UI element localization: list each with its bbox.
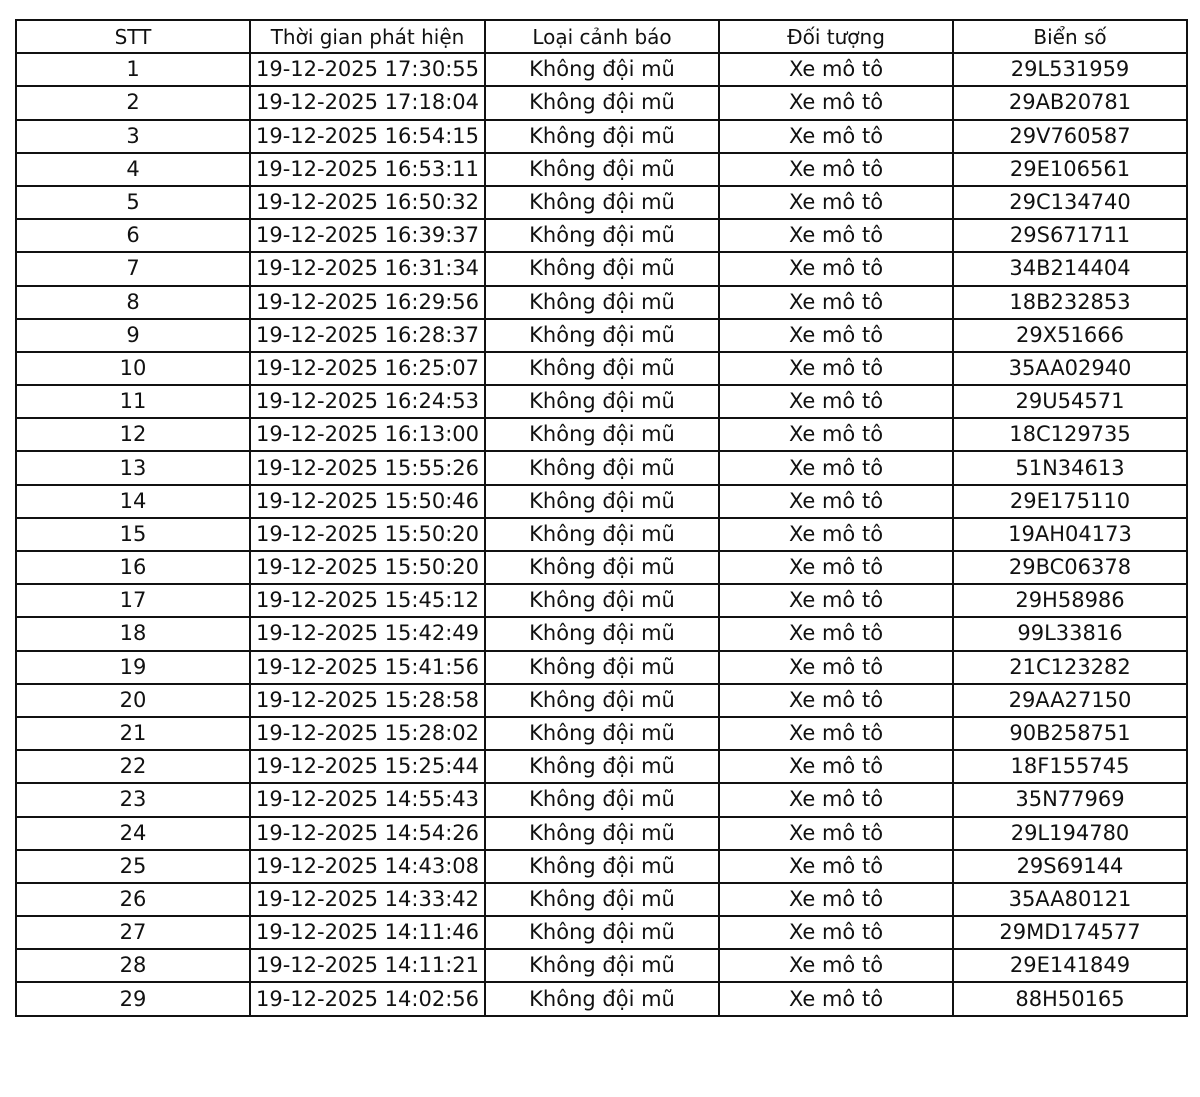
cell-object: Xe mô tô — [719, 916, 953, 949]
cell-stt: 23 — [16, 783, 250, 816]
table-row — [16, 86, 1187, 119]
cell-warning-type: Không đội mũ — [485, 352, 719, 385]
cell-warning-type: Không đội mũ — [485, 252, 719, 285]
table-row — [16, 451, 1187, 484]
cell-object: Xe mô tô — [719, 451, 953, 484]
table-row — [16, 617, 1187, 650]
violations-table — [15, 19, 1188, 1017]
cell-warning-type: Không đội mũ — [485, 485, 719, 518]
cell-object: Xe mô tô — [719, 319, 953, 352]
cell-stt: 8 — [16, 286, 250, 319]
cell-license-plate: 18C129735 — [953, 418, 1187, 451]
table-row — [16, 319, 1187, 352]
cell-license-plate: 29S69144 — [953, 850, 1187, 883]
cell-license-plate: 29BC06378 — [953, 551, 1187, 584]
cell-detection-time: 19-12-2025 14:55:43 — [250, 783, 485, 816]
cell-detection-time: 19-12-2025 16:25:07 — [250, 352, 485, 385]
cell-detection-time: 19-12-2025 16:50:32 — [250, 186, 485, 219]
cell-license-plate: 29E141849 — [953, 949, 1187, 982]
cell-stt: 20 — [16, 684, 250, 717]
table-row — [16, 252, 1187, 285]
cell-license-plate: 29L194780 — [953, 817, 1187, 850]
header-license-plate: Biển số — [953, 20, 1187, 53]
cell-object: Xe mô tô — [719, 684, 953, 717]
header-object: Đối tượng — [719, 20, 953, 53]
header-detection-time: Thời gian phát hiện — [250, 20, 485, 53]
cell-license-plate: 29MD174577 — [953, 916, 1187, 949]
cell-license-plate: 29H58986 — [953, 584, 1187, 617]
cell-object: Xe mô tô — [719, 186, 953, 219]
cell-stt: 13 — [16, 451, 250, 484]
cell-stt: 28 — [16, 949, 250, 982]
cell-stt: 10 — [16, 352, 250, 385]
cell-object: Xe mô tô — [719, 219, 953, 252]
cell-warning-type: Không đội mũ — [485, 86, 719, 119]
cell-stt: 24 — [16, 817, 250, 850]
cell-warning-type: Không đội mũ — [485, 518, 719, 551]
cell-object: Xe mô tô — [719, 385, 953, 418]
table-row — [16, 584, 1187, 617]
cell-detection-time: 19-12-2025 15:25:44 — [250, 750, 485, 783]
table-row — [16, 949, 1187, 982]
cell-detection-time: 19-12-2025 17:18:04 — [250, 86, 485, 119]
cell-detection-time: 19-12-2025 16:53:11 — [250, 153, 485, 186]
cell-stt: 19 — [16, 651, 250, 684]
cell-warning-type: Không đội mũ — [485, 982, 719, 1015]
cell-stt: 6 — [16, 219, 250, 252]
cell-warning-type: Không đội mũ — [485, 850, 719, 883]
cell-warning-type: Không đội mũ — [485, 153, 719, 186]
cell-detection-time: 19-12-2025 16:39:37 — [250, 219, 485, 252]
cell-stt: 25 — [16, 850, 250, 883]
cell-warning-type: Không đội mũ — [485, 584, 719, 617]
cell-stt: 1 — [16, 53, 250, 86]
cell-stt: 21 — [16, 717, 250, 750]
cell-detection-time: 19-12-2025 15:28:02 — [250, 717, 485, 750]
cell-detection-time: 19-12-2025 14:33:42 — [250, 883, 485, 916]
cell-license-plate: 29E175110 — [953, 485, 1187, 518]
cell-detection-time: 19-12-2025 16:54:15 — [250, 120, 485, 153]
cell-detection-time: 19-12-2025 15:41:56 — [250, 651, 485, 684]
cell-warning-type: Không đội mũ — [485, 319, 719, 352]
cell-warning-type: Không đội mũ — [485, 186, 719, 219]
cell-warning-type: Không đội mũ — [485, 949, 719, 982]
table-row — [16, 817, 1187, 850]
cell-object: Xe mô tô — [719, 651, 953, 684]
cell-stt: 7 — [16, 252, 250, 285]
cell-warning-type: Không đội mũ — [485, 418, 719, 451]
cell-warning-type: Không đội mũ — [485, 120, 719, 153]
cell-object: Xe mô tô — [719, 750, 953, 783]
cell-warning-type: Không đội mũ — [485, 883, 719, 916]
cell-warning-type: Không đội mũ — [485, 684, 719, 717]
cell-detection-time: 19-12-2025 16:29:56 — [250, 286, 485, 319]
cell-detection-time: 19-12-2025 15:50:20 — [250, 518, 485, 551]
cell-license-plate: 35AA80121 — [953, 883, 1187, 916]
table-row — [16, 750, 1187, 783]
cell-stt: 14 — [16, 485, 250, 518]
cell-object: Xe mô tô — [719, 352, 953, 385]
cell-warning-type: Không đội mũ — [485, 916, 719, 949]
table-row — [16, 717, 1187, 750]
cell-warning-type: Không đội mũ — [485, 817, 719, 850]
table-row — [16, 219, 1187, 252]
cell-detection-time: 19-12-2025 15:55:26 — [250, 451, 485, 484]
cell-license-plate: 34B214404 — [953, 252, 1187, 285]
cell-object: Xe mô tô — [719, 120, 953, 153]
cell-license-plate: 90B258751 — [953, 717, 1187, 750]
cell-object: Xe mô tô — [719, 286, 953, 319]
cell-license-plate: 88H50165 — [953, 982, 1187, 1015]
table-row — [16, 916, 1187, 949]
cell-object: Xe mô tô — [719, 883, 953, 916]
cell-license-plate: 35N77969 — [953, 783, 1187, 816]
cell-stt: 11 — [16, 385, 250, 418]
cell-detection-time: 19-12-2025 15:28:58 — [250, 684, 485, 717]
table-row — [16, 53, 1187, 86]
table-row — [16, 651, 1187, 684]
cell-detection-time: 19-12-2025 15:50:46 — [250, 485, 485, 518]
table-row — [16, 286, 1187, 319]
cell-license-plate: 29L531959 — [953, 53, 1187, 86]
table-row — [16, 153, 1187, 186]
cell-warning-type: Không đội mũ — [485, 750, 719, 783]
cell-license-plate: 51N34613 — [953, 451, 1187, 484]
cell-object: Xe mô tô — [719, 252, 953, 285]
cell-stt: 17 — [16, 584, 250, 617]
cell-object: Xe mô tô — [719, 783, 953, 816]
cell-stt: 18 — [16, 617, 250, 650]
table-row — [16, 684, 1187, 717]
cell-license-plate: 29V760587 — [953, 120, 1187, 153]
table-row — [16, 850, 1187, 883]
cell-object: Xe mô tô — [719, 982, 953, 1015]
cell-detection-time: 19-12-2025 16:13:00 — [250, 418, 485, 451]
cell-warning-type: Không đội mũ — [485, 219, 719, 252]
table-row — [16, 883, 1187, 916]
table-row — [16, 485, 1187, 518]
cell-stt: 12 — [16, 418, 250, 451]
cell-object: Xe mô tô — [719, 617, 953, 650]
cell-license-plate: 29X51666 — [953, 319, 1187, 352]
cell-object: Xe mô tô — [719, 153, 953, 186]
table-row — [16, 982, 1187, 1015]
cell-detection-time: 19-12-2025 16:28:37 — [250, 319, 485, 352]
cell-warning-type: Không đội mũ — [485, 286, 719, 319]
cell-detection-time: 19-12-2025 14:02:56 — [250, 982, 485, 1015]
cell-detection-time: 19-12-2025 17:30:55 — [250, 53, 485, 86]
cell-detection-time: 19-12-2025 15:45:12 — [250, 584, 485, 617]
cell-stt: 5 — [16, 186, 250, 219]
cell-license-plate: 99L33816 — [953, 617, 1187, 650]
table-row — [16, 551, 1187, 584]
cell-license-plate: 29U54571 — [953, 385, 1187, 418]
cell-object: Xe mô tô — [719, 584, 953, 617]
cell-warning-type: Không đội mũ — [485, 551, 719, 584]
cell-object: Xe mô tô — [719, 485, 953, 518]
table-row — [16, 518, 1187, 551]
cell-detection-time: 19-12-2025 16:31:34 — [250, 252, 485, 285]
cell-detection-time: 19-12-2025 14:11:21 — [250, 949, 485, 982]
cell-license-plate: 35AA02940 — [953, 352, 1187, 385]
cell-object: Xe mô tô — [719, 717, 953, 750]
cell-stt: 29 — [16, 982, 250, 1015]
cell-stt: 27 — [16, 916, 250, 949]
cell-object: Xe mô tô — [719, 418, 953, 451]
cell-license-plate: 18F155745 — [953, 750, 1187, 783]
cell-warning-type: Không đội mũ — [485, 617, 719, 650]
cell-stt: 3 — [16, 120, 250, 153]
header-row — [16, 20, 1187, 53]
cell-object: Xe mô tô — [719, 551, 953, 584]
cell-object: Xe mô tô — [719, 817, 953, 850]
table-row — [16, 352, 1187, 385]
cell-object: Xe mô tô — [719, 53, 953, 86]
table-row — [16, 385, 1187, 418]
cell-detection-time: 19-12-2025 14:54:26 — [250, 817, 485, 850]
cell-warning-type: Không đội mũ — [485, 717, 719, 750]
table-row — [16, 120, 1187, 153]
table-row — [16, 783, 1187, 816]
cell-stt: 4 — [16, 153, 250, 186]
cell-warning-type: Không đội mũ — [485, 385, 719, 418]
cell-detection-time: 19-12-2025 16:24:53 — [250, 385, 485, 418]
cell-stt: 9 — [16, 319, 250, 352]
header-stt: STT — [16, 20, 250, 53]
cell-license-plate: 19AH04173 — [953, 518, 1187, 551]
cell-warning-type: Không đội mũ — [485, 451, 719, 484]
cell-stt: 16 — [16, 551, 250, 584]
cell-stt: 26 — [16, 883, 250, 916]
cell-license-plate: 29C134740 — [953, 186, 1187, 219]
cell-detection-time: 19-12-2025 14:11:46 — [250, 916, 485, 949]
cell-license-plate: 29AA27150 — [953, 684, 1187, 717]
cell-warning-type: Không đội mũ — [485, 53, 719, 86]
cell-license-plate: 29AB20781 — [953, 86, 1187, 119]
cell-detection-time: 19-12-2025 15:42:49 — [250, 617, 485, 650]
cell-stt: 15 — [16, 518, 250, 551]
table-row — [16, 418, 1187, 451]
table-body — [16, 53, 1187, 1015]
cell-object: Xe mô tô — [719, 850, 953, 883]
table-row — [16, 186, 1187, 219]
cell-warning-type: Không đội mũ — [485, 783, 719, 816]
cell-object: Xe mô tô — [719, 518, 953, 551]
cell-object: Xe mô tô — [719, 86, 953, 119]
cell-stt: 2 — [16, 86, 250, 119]
cell-warning-type: Không đội mũ — [485, 651, 719, 684]
cell-license-plate: 18B232853 — [953, 286, 1187, 319]
header-warning-type: Loại cảnh báo — [485, 20, 719, 53]
cell-detection-time: 19-12-2025 15:50:20 — [250, 551, 485, 584]
cell-stt: 22 — [16, 750, 250, 783]
cell-detection-time: 19-12-2025 14:43:08 — [250, 850, 485, 883]
cell-license-plate: 29E106561 — [953, 153, 1187, 186]
cell-object: Xe mô tô — [719, 949, 953, 982]
cell-license-plate: 21C123282 — [953, 651, 1187, 684]
cell-license-plate: 29S671711 — [953, 219, 1187, 252]
